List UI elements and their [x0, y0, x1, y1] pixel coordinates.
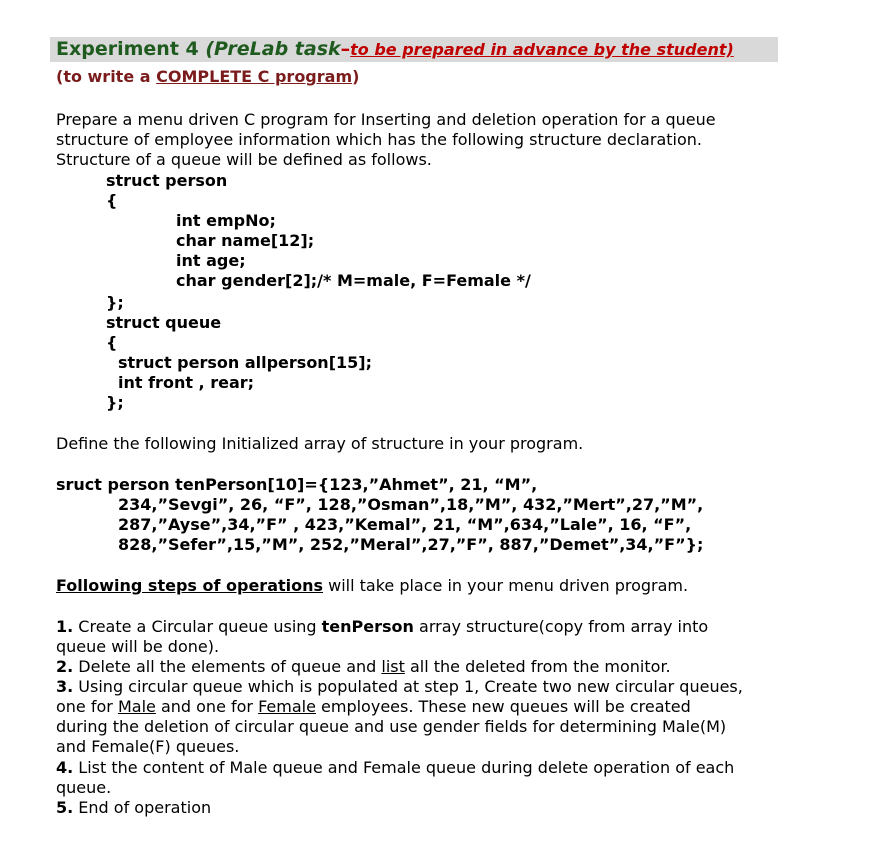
title-prelab: (PreLab task [205, 38, 341, 60]
step-1: 1. Create a Circular queue using tenPerson array structure(copy from array into [56, 617, 709, 636]
code-line: }; [106, 293, 124, 312]
define-text: Define the following Initialized array of structure in your program. [56, 434, 584, 453]
intro-line-3: Structure of a queue will be defined as follows. [56, 150, 432, 169]
step-4-cont: queue. [56, 778, 112, 797]
step-5: 5. End of operation [56, 798, 212, 817]
page-title [56, 37, 734, 62]
step-3-cont: one for Male and one for Female employees. These new queues will be created [56, 697, 691, 716]
steps-heading: Following steps of operations will take place in your menu driven program. [56, 576, 689, 595]
intro-line-2: structure of employee information which has the following structure declaration. [56, 130, 702, 149]
array-code-line: 287,”Ayse”,34,”F” , 423,”Kemal”, 21, “M”,634,”Lale”, 16, “F”, [118, 515, 692, 534]
step-3-cont: during the deletion of circular queue and use gender fields for determining Male(M) [56, 717, 727, 736]
step-4: 4. List the content of Male queue and Female queue during delete operation of each [56, 758, 735, 777]
step-1-cont: queue will be done). [56, 637, 220, 656]
intro-line-1: Prepare a menu driven C program for Inserting and deletion operation for a queue [56, 110, 716, 129]
code-line: char name[12]; [176, 231, 315, 250]
step-3-cont: and Female(F) queues. [56, 737, 240, 756]
title-experiment: Experiment 4 [56, 38, 206, 60]
code-line: struct person allperson[15]; [118, 353, 372, 372]
title-advance-note: to be prepared in advance by the student) [350, 40, 734, 59]
code-line: { [106, 191, 118, 210]
code-line: }; [106, 393, 124, 412]
step-2: 2. Delete all the elements of queue and list all the deleted from the monitor. [56, 657, 671, 676]
code-line: { [106, 333, 118, 352]
code-line: struct queue [106, 313, 222, 332]
code-line: int age; [176, 251, 246, 270]
step-3: 3. Using circular queue which is populated at step 1, Create two new circular queues, [56, 677, 743, 696]
code-line: struct person [106, 171, 228, 190]
subtitle: (to write a COMPLETE C program) [56, 67, 360, 86]
code-line: int front , rear; [118, 373, 255, 392]
title-dash: – [340, 38, 351, 60]
code-line: char gender[2];/* M=male, F=Female */ [176, 271, 531, 290]
array-code-line: 828,”Sefer”,15,”M”, 252,”Meral”,27,”F”, 887,”Demet”,34,”F”}; [118, 535, 704, 554]
array-code-line: sruct person tenPerson[10]={123,”Ahmet”, 21, “M”, [56, 475, 538, 494]
subtitle-underlined: COMPLETE C program [156, 67, 353, 86]
code-line: int empNo; [176, 211, 276, 230]
array-code-line: 234,”Sevgi”, 26, “F”, 128,”Osman”,18,”M”, 432,”Mert”,27,”M”, [118, 495, 704, 514]
